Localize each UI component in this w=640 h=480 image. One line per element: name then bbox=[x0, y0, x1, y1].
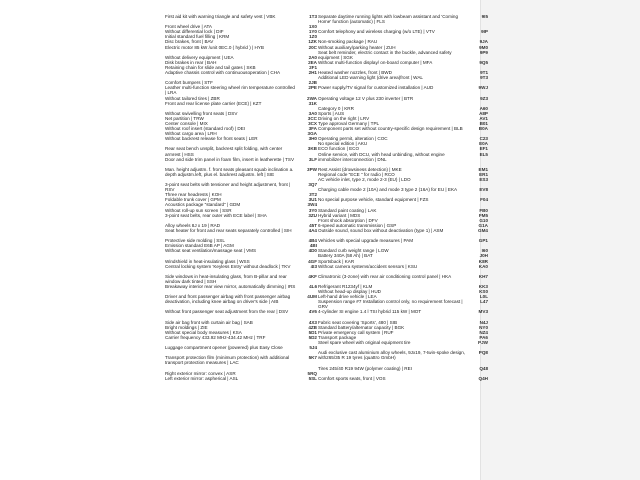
equipment-code: 2JB bbox=[308, 80, 317, 86]
equipment-row bbox=[165, 213, 317, 223]
equipment-description: Carrier frequency 433.92 MHz-434.42 MHz | TRF bbox=[165, 334, 266, 340]
equipment-row bbox=[165, 228, 317, 238]
equipment-code: 3ZU bbox=[308, 212, 317, 218]
equipment-description: Without swivelling front seats | DSV bbox=[165, 110, 238, 116]
equipment-description: Battery 340A (58 Ah) | BAT bbox=[318, 253, 373, 259]
equipment-description: Electric motor 85 kW /unit 0EC.0 ( hybrid ) | HYB bbox=[165, 44, 264, 50]
equipment-row bbox=[318, 274, 488, 284]
equipment-code: 1T3 bbox=[309, 14, 317, 19]
equipment-description: Sportsback | KAR bbox=[318, 258, 355, 264]
equipment-row bbox=[165, 284, 317, 294]
equipment-code: 4D0 bbox=[308, 248, 317, 254]
equipment-description: Refrigerant R1234yf | KLM bbox=[318, 284, 373, 289]
equipment-code: ER1 bbox=[479, 171, 488, 177]
equipment-code: NY0 bbox=[479, 324, 488, 330]
equipment-description: Without differential lock | DIF bbox=[165, 29, 224, 35]
equipment-row bbox=[318, 85, 488, 95]
equipment-row bbox=[165, 309, 317, 319]
equipment-code: 45T bbox=[309, 222, 317, 228]
equipment-description: Standard battery/alternator capacity | BGK bbox=[318, 324, 405, 330]
equipment-code: E0A bbox=[479, 141, 488, 147]
equipment-description: Type approval Germany | TPL bbox=[318, 120, 380, 126]
equipment-code: I60 bbox=[481, 248, 488, 254]
equipment-description: Non-smoking package | RAU bbox=[318, 39, 378, 45]
equipment-code: 5RQ bbox=[307, 370, 317, 376]
equipment-code: A60 bbox=[479, 105, 488, 111]
equipment-description: Leather multi-function steering wheel rim temperature controlled | LRA bbox=[165, 85, 295, 96]
equipment-code: AV1 bbox=[479, 115, 488, 121]
equipment-code: 3A0 bbox=[308, 110, 317, 116]
equipment-code: 9P9 bbox=[479, 49, 488, 55]
equipment-code: 5K7 bbox=[308, 355, 317, 361]
equipment-code: A8P bbox=[479, 110, 488, 116]
equipment-code: G10 bbox=[479, 217, 488, 223]
equipment-code: 4A4 bbox=[308, 227, 317, 233]
equipment-code: 9IP bbox=[481, 29, 488, 35]
equipment-row bbox=[165, 335, 317, 345]
equipment-description: Center console | MIX bbox=[165, 120, 208, 126]
equipment-code: MV3 bbox=[478, 309, 488, 315]
equipment-description: Sports | AUS bbox=[318, 110, 345, 116]
equipment-description: Without roll-up sun screen | SSR bbox=[165, 207, 232, 213]
equipment-code: N4J bbox=[479, 319, 488, 325]
equipment-row bbox=[318, 299, 488, 309]
equipment-row bbox=[165, 294, 317, 309]
equipment-description: Acoustics package "standard" | GDM bbox=[165, 202, 241, 208]
equipment-row bbox=[318, 96, 488, 106]
equipment-description: Vehicles with special upgrade measures | PAM bbox=[318, 238, 414, 244]
equipment-description: Bright moldings | ZIE bbox=[165, 324, 208, 330]
equipment-row bbox=[318, 14, 488, 29]
equipment-code: 3CX bbox=[308, 120, 317, 126]
equipment-row bbox=[318, 197, 488, 207]
equipment-description: Disk brakes in rear | BAH bbox=[165, 59, 217, 65]
equipment-description: Comfort telephony and wireless charging (w/o LTE) | VTV bbox=[318, 29, 435, 35]
equipment-description: 6-speed automatic transmission | GSP bbox=[318, 222, 397, 228]
equipment-description: Charging cable mode 2 (10A) and mode 3 type 2 (16A) for EU | EKA bbox=[318, 187, 458, 193]
equipment-description: Without multi-function display/ on-board computer | MFA bbox=[318, 59, 433, 65]
equipment-code: NZ4 bbox=[479, 329, 488, 335]
equipment-row bbox=[318, 350, 488, 365]
equipment-code: 9T3 bbox=[480, 75, 488, 81]
equipment-description: 4-cylinder SI engine 1.4 l TSI hybrid 115 kW | MOT bbox=[318, 309, 422, 315]
equipment-description: Power supply/TV signal for customized installation | AUD bbox=[318, 85, 434, 91]
equipment-code: 3PW bbox=[307, 166, 317, 172]
equipment-code: 2F1 bbox=[309, 64, 317, 70]
equipment-description: Outside sound, sound box without deactivation (type 1) | ASM bbox=[318, 227, 444, 233]
equipment-description: Suspension range #7 Installation control only, no requirement forecast | GRV bbox=[318, 299, 463, 310]
equipment-code: 2A0 bbox=[308, 54, 317, 60]
equipment-row bbox=[318, 75, 488, 85]
equipment-code: 2WA bbox=[307, 95, 317, 101]
equipment-description: Private emergency call system | RUF bbox=[318, 329, 394, 335]
equipment-row bbox=[318, 126, 488, 136]
equipment-row bbox=[165, 85, 317, 95]
equipment-description: Standard paint coating | LAK bbox=[318, 207, 377, 213]
equipment-code: ES3 bbox=[479, 177, 488, 183]
equipment-code: 9T1 bbox=[480, 70, 488, 76]
equipment-code: 4GF bbox=[308, 258, 317, 264]
equipment-description: Adaptive chassis control with continuousoperation | CHA bbox=[165, 70, 281, 76]
equipment-description: Front wheel drive | ATA bbox=[165, 24, 212, 30]
equipment-row bbox=[318, 309, 488, 319]
equipment-description: Driving on the right | LRV bbox=[318, 115, 370, 121]
equipment-description: Transport package bbox=[318, 334, 357, 340]
equipment-description: Category 0 | KRR bbox=[318, 105, 354, 111]
equipment-description: Without delivery equipment | UEA bbox=[165, 54, 234, 60]
equipment-code: 4V6 bbox=[308, 309, 317, 315]
equipment-code: GP1 bbox=[478, 238, 488, 244]
equipment-description: No special purpose vehicle, standard equipment | FZS bbox=[318, 197, 429, 203]
equipment-row bbox=[318, 29, 488, 39]
equipment-description: 3-point seat belts, rear outer with ECE label | SHA bbox=[165, 212, 267, 218]
equipment-row bbox=[318, 228, 488, 238]
equipment-code: 5J4 bbox=[309, 345, 317, 351]
equipment-row bbox=[318, 152, 488, 167]
equipment-code: 3W4 bbox=[307, 202, 317, 208]
equipment-code: 9JA bbox=[479, 39, 488, 45]
equipment-code: 3FA bbox=[308, 126, 317, 132]
equipment-description: Heated washer nozzles, front | BWD bbox=[318, 70, 392, 76]
equipment-code: 3T2 bbox=[309, 192, 317, 198]
equipment-description: Initial standard fuel filling | KRM bbox=[165, 34, 230, 40]
equipment-code: 9Z3 bbox=[480, 95, 488, 101]
equipment-code: KK3 bbox=[478, 284, 488, 289]
equipment-description: Without tailored tires | ZBR bbox=[165, 95, 220, 101]
equipment-code: 3U1 bbox=[308, 197, 317, 203]
equipment-code: Q48 bbox=[479, 365, 488, 371]
equipment-description: Left-hand drive vehicle | LEA bbox=[318, 294, 377, 300]
equipment-description: Hybrid variant | MDS bbox=[318, 212, 361, 218]
equipment-row bbox=[165, 157, 317, 167]
equipment-code: FM5 bbox=[478, 212, 488, 218]
equipment-row bbox=[318, 340, 488, 350]
equipment-row bbox=[165, 248, 317, 258]
equipment-row bbox=[318, 177, 488, 187]
equipment-description: Additional LED warning light (drive area)front | WAL bbox=[318, 75, 423, 81]
equipment-code: 4I3 bbox=[310, 263, 317, 269]
equipment-description: Without camera systems/accident sensors | KSU bbox=[318, 263, 418, 269]
equipment-description: Right exterior mirror: convex | ASR bbox=[165, 370, 236, 376]
equipment-description: Emission standard E6B AP | AGM bbox=[165, 243, 234, 249]
equipment-row bbox=[318, 50, 488, 60]
equipment-description: Breakaway interior rear view mirror, automatically dimming | IRS bbox=[165, 283, 296, 289]
equipment-description: Protective side molding | SSL bbox=[165, 238, 225, 244]
equipment-description: Windshield in heat-insulating glass | WSS bbox=[165, 258, 250, 264]
equipment-description: Fabric seat covering 'Sports', 480 | SIB bbox=[318, 319, 398, 325]
equipment-description: Man. height adjustm. f. front seats pleasant squab inclination a. depth adjustm.left, plus el. backrest adjustm. left | SIE bbox=[165, 166, 294, 177]
equipment-description: Without auxiliary/parking heater | ZUH bbox=[318, 44, 396, 50]
equipment-description: Three rear headrests | KOH bbox=[165, 192, 222, 198]
equipment-code: 9Q5 bbox=[479, 59, 488, 65]
equipment-description: Luggage compartment opener (powered) plus Easy Close bbox=[165, 345, 283, 351]
equipment-description: Side windows in heat-insulating glass, from B-pillar and rear window dark tinted | SSH bbox=[165, 273, 287, 284]
equipment-code: L0L bbox=[479, 294, 488, 300]
right-margin-shade bbox=[480, 0, 640, 480]
equipment-description: Driver and front passenger airbag with front passenger airbag deactivation, including knee airbag on driver's side | AIB bbox=[165, 294, 291, 305]
equipment-code: Q4H bbox=[478, 375, 488, 381]
equipment-code: 1Y0 bbox=[308, 29, 317, 35]
equipment-row bbox=[165, 355, 317, 370]
equipment-code: 3KB bbox=[307, 146, 317, 152]
equipment-code: 3GA bbox=[307, 131, 317, 137]
equipment-code: 3Q7 bbox=[308, 182, 317, 188]
equipment-description: Audi exclusive cast aluminium alloy wheels, 9Jx19, 7-twin-spoke design, with265/35 R 19 tyres (quattro GmbH) bbox=[318, 350, 466, 361]
equipment-row bbox=[165, 264, 317, 274]
equipment-code: 2H1 bbox=[308, 70, 317, 76]
equipment-description: Without backrest release for front seats | LER bbox=[165, 136, 258, 142]
equipment-code: KA0 bbox=[478, 263, 488, 269]
equipment-code: 5D2 bbox=[308, 334, 317, 340]
equipment-code: EM1 bbox=[478, 166, 488, 172]
equipment-code: 4X3 bbox=[308, 319, 317, 325]
equipment-row bbox=[318, 187, 488, 197]
equipment-description: Foldable trunk cover | GPM bbox=[165, 197, 221, 203]
equipment-row bbox=[165, 101, 317, 111]
equipment-row bbox=[165, 45, 317, 55]
equipment-row bbox=[165, 345, 317, 355]
equipment-code: GM4 bbox=[478, 227, 488, 233]
equipment-description: Operating permit, alteration | COC bbox=[318, 136, 388, 142]
equipment-description: Door and side trim panel in foam film, insert in leatherette | TSV bbox=[165, 156, 295, 162]
equipment-code: 5SL bbox=[308, 375, 317, 381]
equipment-description: Seat heater for front and rear seats separately controlled | SIH bbox=[165, 227, 292, 233]
equipment-code: PJW bbox=[478, 340, 488, 346]
equipment-code: 3H0 bbox=[308, 136, 317, 142]
equipment-code: 2EA bbox=[308, 59, 317, 65]
equipment-row bbox=[165, 274, 317, 284]
equipment-code: 4ZB bbox=[308, 324, 317, 330]
equipment-code: PA6 bbox=[479, 334, 488, 340]
equipment-code: 31K bbox=[308, 100, 317, 106]
equipment-code: 2PE bbox=[308, 85, 317, 91]
equipment-description: Online service, with DCU, with head unbinding, without engine immobilizer interconnection | DNL bbox=[318, 151, 445, 162]
equipment-code: EF1 bbox=[479, 146, 488, 152]
equipment-code: 4B4 bbox=[308, 238, 317, 244]
equipment-row bbox=[165, 167, 317, 182]
equipment-row bbox=[318, 60, 488, 70]
equipment-code: 4UM bbox=[307, 294, 317, 300]
equipment-description: Steel spare wheel with original equipment tire bbox=[318, 340, 411, 346]
equipment-description: Rest Assist (drowsiness detection) | MKE bbox=[318, 166, 402, 172]
equipment-description: Without special body measures | KSA bbox=[165, 329, 242, 335]
equipment-description: Front shock absorption | DFV bbox=[318, 217, 378, 223]
equipment-description: Comfort bumpers | STF bbox=[165, 80, 213, 86]
equipment-code: 3CC bbox=[307, 115, 317, 121]
equipment-description: ECO function | ECO bbox=[318, 146, 360, 152]
equipment-row bbox=[165, 70, 317, 80]
equipment-description: 3-point seat belts with tensioner and height adjustment, front | RSV bbox=[165, 182, 291, 193]
equipment-description: Without cargo area | LRH bbox=[165, 131, 217, 137]
equipment-list-left-column bbox=[165, 14, 317, 381]
equipment-code: G1A bbox=[478, 222, 488, 228]
equipment-description: Rear seat bench unsplit, backrest split folding, with center armrest | HSS bbox=[165, 146, 283, 157]
equipment-description: Side air bag front with curtain air bag | SAB bbox=[165, 319, 253, 325]
equipment-code: J0H bbox=[479, 253, 488, 259]
equipment-description: Regional code "ECE " for radio | RCO bbox=[318, 171, 395, 177]
equipment-description: Climatronic (3-zone) with rear air conditioning control panel | HKA bbox=[318, 273, 452, 279]
equipment-list-right-column bbox=[318, 14, 488, 381]
equipment-description: Tires 245/40 R19 94W (polymer coating) | REI bbox=[318, 365, 412, 371]
equipment-row bbox=[318, 366, 488, 376]
equipment-row bbox=[165, 182, 317, 192]
equipment-description: Central locking system 'Keyless Entry' without deadlock | TKV bbox=[165, 263, 291, 269]
equipment-code: KS0 bbox=[479, 289, 488, 295]
equipment-description: Standard curb weight range | LGW bbox=[318, 248, 389, 254]
equipment-code: 20C bbox=[308, 44, 317, 50]
equipment-code: EL5 bbox=[479, 151, 488, 157]
equipment-description: Without head-up display | HUD bbox=[318, 289, 381, 295]
equipment-code: L47 bbox=[480, 299, 488, 305]
equipment-row bbox=[318, 238, 488, 248]
equipment-code: 1ZK bbox=[308, 39, 317, 45]
equipment-code: EV8 bbox=[479, 187, 488, 193]
equipment-description: Separate daytime running lights with lowbeam assistant and 'Coming Home' function (automatic) | FLS bbox=[318, 14, 459, 25]
equipment-code: B0A bbox=[478, 126, 488, 132]
equipment-description: Component parts set without country-specific design requirement | BLB bbox=[318, 126, 463, 132]
equipment-description: First aid kit with warning triangle and safety vest | VBK bbox=[165, 14, 276, 19]
equipment-row bbox=[165, 136, 317, 146]
equipment-code: 5D1 bbox=[308, 329, 317, 335]
equipment-code: 1Z0 bbox=[309, 34, 317, 40]
equipment-code: 9M0 bbox=[479, 44, 488, 50]
equipment-description: Comfort sports seats, front | VOS bbox=[318, 375, 386, 381]
equipment-description: Left exterior mirror: aspherical | ASL bbox=[165, 375, 239, 381]
equipment-description: Operating voltage 12 V plus 230 inverter | BTR bbox=[318, 95, 414, 101]
equipment-code: 3Y0 bbox=[308, 207, 317, 213]
equipment-row bbox=[165, 146, 317, 156]
equipment-code: 9I5 bbox=[481, 14, 488, 19]
equipment-code: C23 bbox=[479, 136, 488, 142]
equipment-code: K8R bbox=[478, 258, 488, 264]
equipment-description: Seat belt reminder, electric contact in the buckle, advanced safety equipment | SGK bbox=[318, 49, 452, 60]
equipment-code: 3LF bbox=[308, 156, 317, 162]
equipment-code: PQ8 bbox=[478, 350, 488, 356]
equipment-description: Retaining chain for slide and tail gates | SKB bbox=[165, 64, 256, 70]
equipment-description: Without front passenger seat adjustment from the rear | DSV bbox=[165, 309, 289, 315]
equipment-code: F04 bbox=[480, 197, 488, 203]
equipment-description: No special edition | AKU bbox=[318, 141, 368, 147]
equipment-code: KH7 bbox=[478, 273, 488, 279]
equipment-code: 4BI bbox=[309, 243, 317, 249]
equipment-code: B01 bbox=[479, 120, 488, 126]
equipment-description: Front and rear license plate carrier (ECE) | KZT bbox=[165, 100, 262, 106]
equipment-description: Alloy wheels 8J x 19 | RAD bbox=[165, 222, 221, 228]
equipment-row bbox=[165, 14, 317, 24]
equipment-code: 1X0 bbox=[308, 24, 317, 30]
equipment-description: Disc brakes, front | BAV bbox=[165, 39, 214, 45]
equipment-description: Without seat ventilation/massage seat | VMS bbox=[165, 248, 257, 254]
equipment-description: Without roof insert (standard roof) | DEI bbox=[165, 126, 246, 132]
equipment-description: Transport protection film (minimum protection) with additional transport protection measures | LAC bbox=[165, 355, 290, 366]
equipment-description: AC vehicle inlet, type 2, mode 2-3 (EU) | LDO bbox=[318, 177, 411, 183]
equipment-code: 4KF bbox=[308, 273, 317, 279]
equipment-code: 4L6 bbox=[309, 283, 317, 289]
equipment-code: FB0 bbox=[479, 207, 488, 213]
equipment-description: Net partition | TRW bbox=[165, 115, 204, 121]
equipment-row bbox=[318, 376, 488, 381]
equipment-code: 9WJ bbox=[478, 85, 488, 91]
equipment-row bbox=[165, 376, 317, 381]
equipment-row bbox=[318, 264, 488, 274]
